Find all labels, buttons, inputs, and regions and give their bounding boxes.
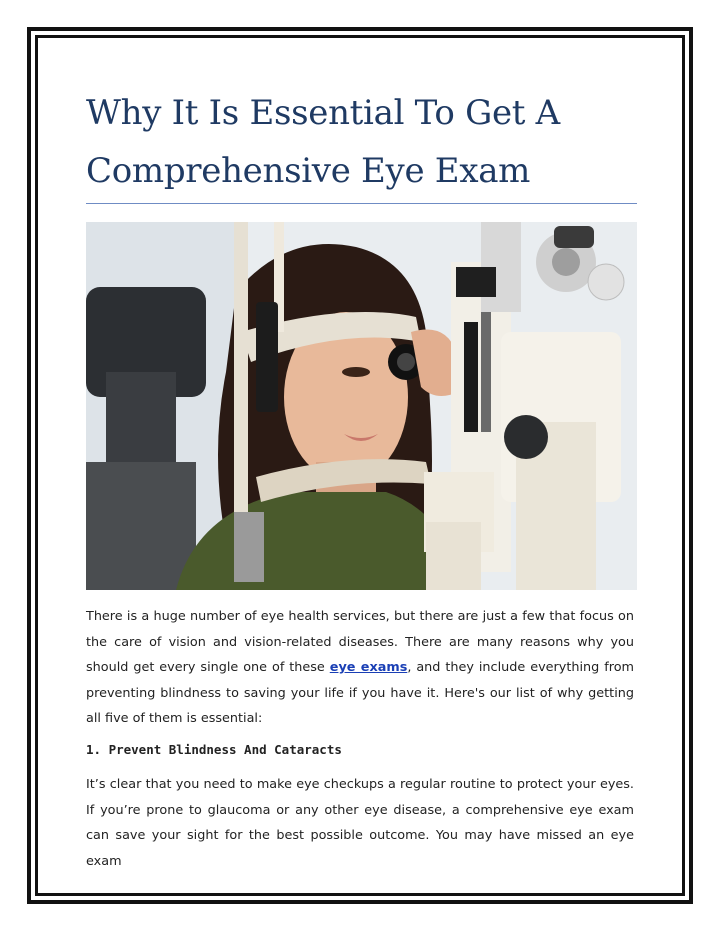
intro-text-before-link: There is a huge number of eye health services, but there are just a few that focus on the care of vision and vision-related diseases. There are many reasons why you should get every single one of these xyxy=(86,609,634,676)
intro-text-after-link: , and they include everything from preventing blindness to saving your life if you have it. Here's our list of why getting all five of them is essential: xyxy=(86,660,634,727)
article-title: Why It Is Essential To Get A Comprehensive Eye Exam xyxy=(86,93,560,191)
section-paragraph: It’s clear that you need to make eye checkups a regular routine to protect your eyes. If you’re prone to glaucoma or any other eye disease, a comprehensive eye exam can save your sight for the best possible outcome. You may have missed an eye exam xyxy=(86,777,634,869)
section-heading-prevent-blindness: 1. Prevent Blindness And Cataracts xyxy=(86,742,342,757)
eye-exams-link[interactable]: eye exams xyxy=(329,660,408,676)
intro-paragraph xyxy=(86,604,634,732)
eye-exam-photo xyxy=(86,222,637,590)
title-divider xyxy=(86,203,637,204)
